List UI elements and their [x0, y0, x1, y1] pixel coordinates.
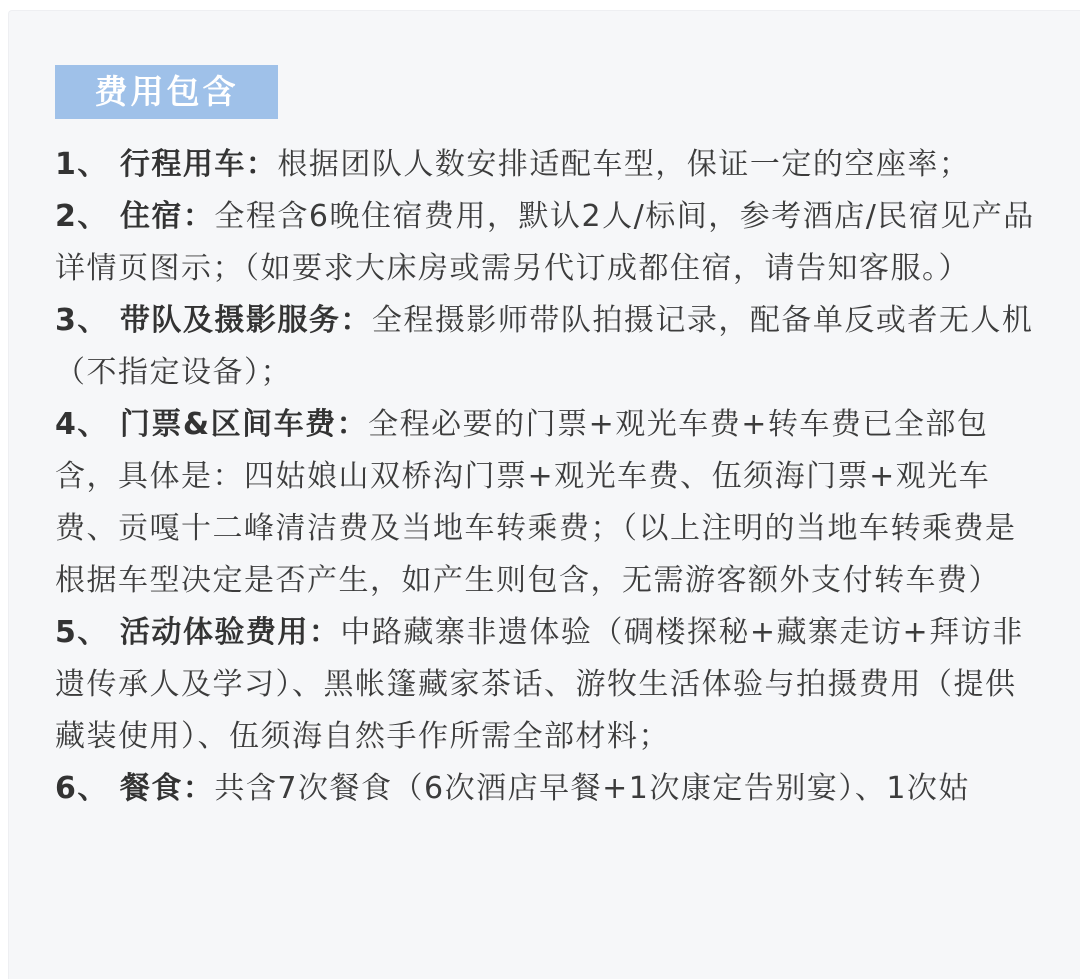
- item-text: 共含7次餐食（6次酒店早餐+1次康定告别宴）、1次姑: [214, 771, 970, 806]
- section-title: 费用包含: [55, 65, 278, 119]
- item-text: 全程摄影师带队拍摄记录，配备单反或者无人机（不指定设备）；: [55, 303, 1034, 390]
- list-item: [55, 295, 1035, 399]
- item-number: 2、: [55, 199, 109, 234]
- item-number: 4、: [55, 407, 109, 442]
- list-item: [55, 139, 1035, 191]
- item-text: 根据团队人数安排适配车型，保证一定的空座率；: [277, 147, 971, 182]
- item-title: 餐食：: [119, 771, 215, 806]
- item-title: 住宿：: [119, 199, 215, 234]
- item-number: 6、: [55, 771, 109, 806]
- list-item: [55, 399, 1035, 607]
- list-item: [55, 607, 1035, 763]
- list-item: [55, 191, 1035, 295]
- item-title: 门票&区间车费：: [119, 407, 369, 442]
- item-title: 带队及摄影服务：: [119, 303, 372, 338]
- content-panel: [8, 10, 1080, 979]
- fee-list: [55, 139, 1035, 815]
- item-title: 活动体验费用：: [119, 615, 341, 650]
- list-item: [55, 763, 1035, 815]
- item-number: 5、: [55, 615, 109, 650]
- item-text: 全程含6晚住宿费用，默认2人/标间，参考酒店/民宿见产品详情页图示；（如要求大床房或需另代订成都住宿，请告知客服。）: [55, 199, 1035, 286]
- item-title: 行程用车：: [119, 147, 278, 182]
- item-number: 1、: [55, 147, 109, 182]
- item-text: 全程必要的门票+观光车费+转车费已全部包含，具体是：四姑娘山双桥沟门票+观光车费、伍须海门票+观光车费、贡嘎十二峰清洁费及当地车转乘费；（以上注明的当地车转乘费是根据车型决定是否产生，如产生则包含，无需游客额外支付转车费）: [55, 407, 1017, 598]
- item-text: 中路藏寨非遗体验（碉楼探秘+藏寨走访+拜访非遗传承人及学习）、黑帐篷藏家茶话、游牧生活体验与拍摄费用（提供藏装使用）、伍须海自然手作所需全部材料；: [55, 615, 1024, 754]
- item-number: 3、: [55, 303, 109, 338]
